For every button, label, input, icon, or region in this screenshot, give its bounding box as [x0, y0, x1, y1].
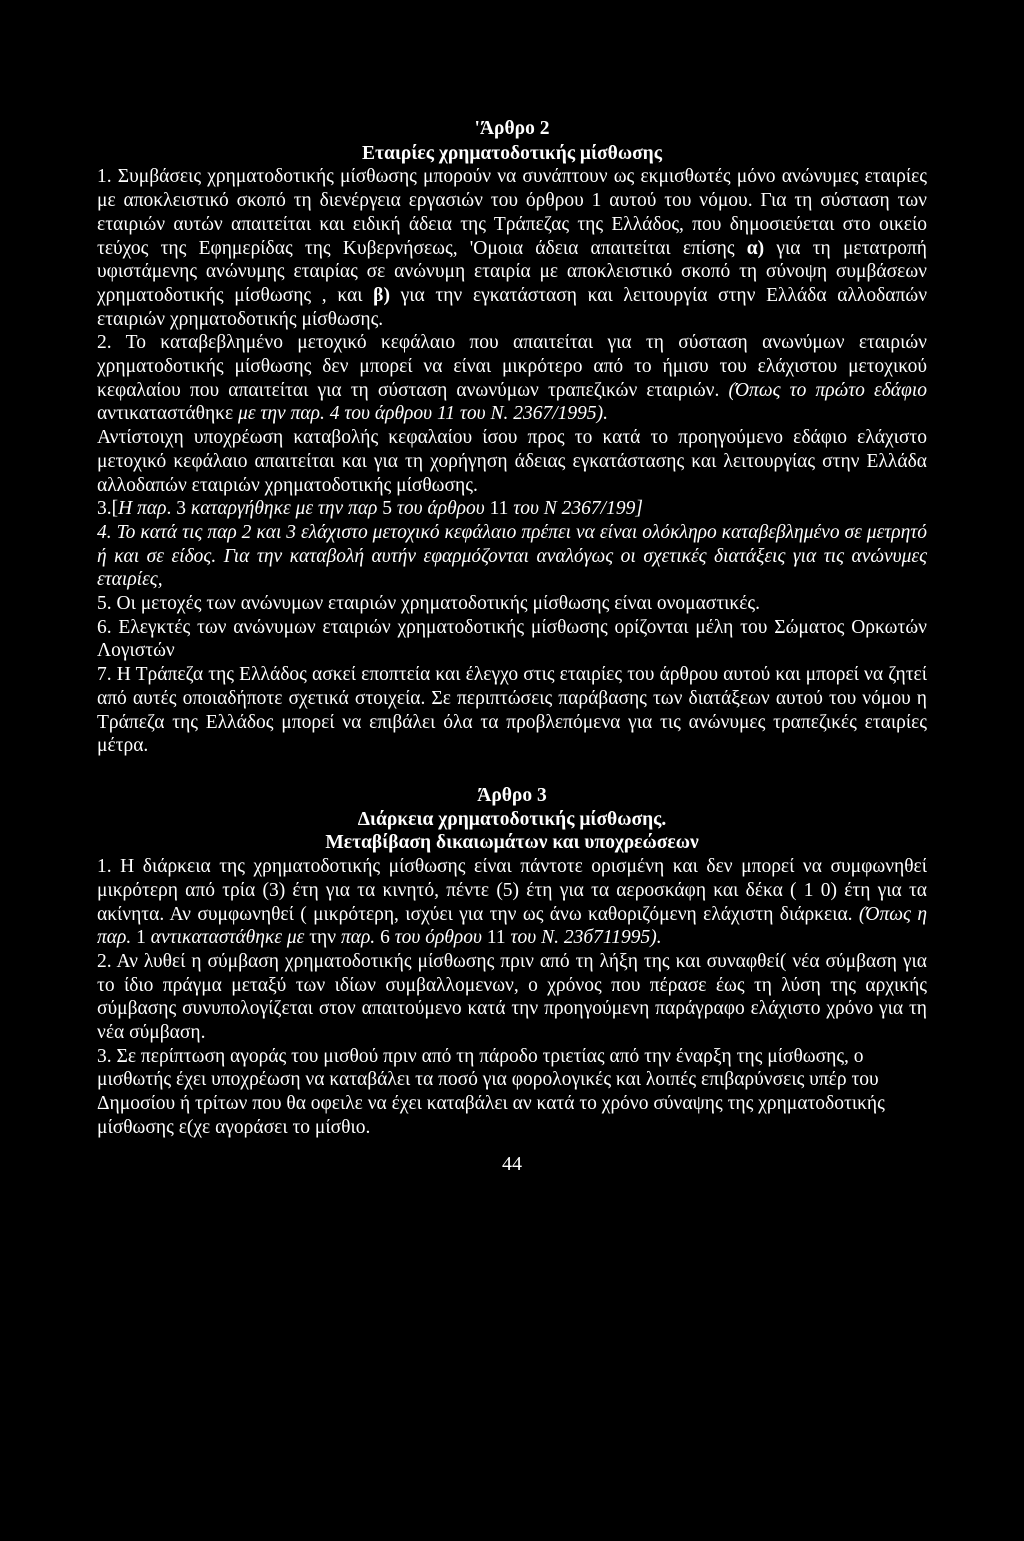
amendment-note: με την παρ. 4 του άρθρου 11 του Ν. 2367/1995). [238, 403, 609, 425]
text-run: 11 [484, 498, 514, 520]
article-3-paragraph-3: 3. Σε περίπτωση αγοράς του μισθού πριν από τη πάροδο τριετίας από την έναρξη της μίσθωσης, ο μισθωτής έχει υποχρέωση να καταβάλει τα ποσό για φορολογικές και λοιπές επιβαρύνσεις υπέρ του Δημοσίου ή τρίτων που θα οφειλε να έχει καταβάλει αν κατά το χρόνο σύναψης της χρηματοδοτικής μίσθωσης ε(χε αγοράσει το μίσθιο. [97, 1045, 885, 1138]
article-2-paragraph-4 [97, 521, 927, 592]
amendment-note: (Όπως το πρώτο εδάφιο [728, 379, 927, 401]
text-run: 5 [377, 498, 397, 520]
article-2-title: Εταιρίες χρηματοδοτικής μίσθωσης [362, 142, 662, 164]
text-run: 2. Το καταβεβλημένο μετοχικό κεφάλαιο που απαιτείται για τη σύσταση ανωνύμων εταιριών χρηματοδοτικής μίσθωσης δεν μπορεί να είναι μικρότερο από το ήμισυ του ελάχιστου μετοχικού κεφαλαίου που απαιτείται για τη σύσταση ανωνύμων τραπεζικών εταιριών. [97, 332, 927, 401]
amendment-note: παρ. [340, 927, 376, 949]
article-2-heading: 'Άρθρο 2 [474, 118, 550, 139]
article-3-title-line-2: Μεταβίβαση δικαιωμάτων και υποχρεώσεων [325, 832, 699, 854]
amendment-note: του Ν. 23б711995). [510, 927, 662, 949]
article-2-paragraph-2-continued: Αντίστοιχη υποχρέωση καταβολής κεφαλαίου ίσου προς το κατά το προηγούμενο εδάφιο ελάχιστο μετοχικό κεφάλαιο απαιτείται και για τη χορήγηση άδειας εγκατάστασης και λειτουργίας στην Ελλάδα αλλοδαπών εταιριών χρηματοδοτικής μίσθωσης. [97, 427, 927, 496]
text-run: για την εγκατάσταση και λειτουργία στην Ελλάδα αλλοδαπών εταιριών χρηματοδοτικής μίσθωσης. [97, 284, 928, 330]
paragraph-4-text: 4. Το κατά τις παρ 2 και 3 ελάχιστο μετοχικό κεφάλαιο πρέπει να είναι ολόκληρο καταβεβλημένο σε μετρητό ή και σε είδος. Για την καταβολή αυτήν εφαρμόζονται αναλόγως οι σχετικές διατάξεις για τις ανώνυμες εταιρίες, [97, 521, 927, 591]
amendment-note: Η παρ [118, 498, 167, 520]
text-run-bold: β) [373, 284, 390, 306]
text-run: . 3 [166, 498, 191, 520]
text-run-bold: α) [746, 237, 765, 259]
text-run: 1 [131, 927, 151, 949]
article-3-heading: Άρθρο 3 [477, 784, 547, 806]
section-spacer [97, 758, 927, 784]
amendment-note: καταργήθηκε με την παρ [190, 498, 378, 520]
article-2-paragraph-5: 5. Οι μετοχές των ανώνυμων εταιριών χρηματοδοτικής μίσθωσης είναι ονομαστικές. [97, 593, 761, 615]
article-2-paragraph-6: 6. Ελεγκτές των ανώνυμων εταιριών χρηματοδοτικής μίσθωσης ορίζονται μέλη του Σώματος Ορκωτών Λογιστών [97, 616, 927, 662]
text-run: την [304, 927, 341, 949]
amendment-note: (Όπως η παρ. [97, 903, 927, 949]
amendment-note: του όρθρου [394, 927, 482, 949]
document-body [97, 117, 927, 1140]
article-2-paragraph-1 [97, 165, 927, 331]
text-run: 6 [375, 927, 395, 949]
text-run: αντικαταστάθηκε [97, 403, 239, 425]
amendment-note: του άρθρου [396, 498, 485, 520]
amendment-note: του Ν 2367/199] [513, 498, 643, 520]
article-3-paragraph-2: 2. Αν λυθεί η σύμβαση χρηματοδοτικής μίσθωσης πριν από τη λήξη της και συναφθεί( νέα σύμβαση για το ίδιο πράγμα μεταξύ των ιδίων συμβαλλομενων, ο χρόνος που πέρασε έως τη λύση της αρχικής σύμβασης συνυπολογίζεται στον απαιτούμενο κατά την προηγούμενη παράγραφο ελάχιστο χρόνο για τη νέα σύμβαση. [97, 950, 927, 1044]
text-run: 1. Συμβάσεις χρηματοδοτικής μίσθωσης μπορούν να συνάπτουν ως εκμισθωτές μόνο ανώνυμες εταιρίες με αποκλειστικό σκοπό τη διενέργεια εργασιών του όρθρου 1 αυτού του νόμου. Για τη σύσταση των εταιριών αυτών απαιτείται και ειδική άδεια της Τράπεζας της Ελλάδος, που δημοσιεύεται στο οικείο τεύχος της Εφημερίδας της Κυβερνήσεως, 'Ομοια άδεια απαιτείται επίσης [97, 166, 927, 259]
article-3-title-line-1: Διάρκεια χρηματοδοτικής μίσθωσης. [357, 808, 667, 830]
article-2-paragraph-3 [97, 497, 927, 521]
article-3-paragraph-1 [97, 855, 927, 950]
text-run: για τη μετατροπή υφιστάμενης ανώνυμης εταιρίας σε ανώνυμη εταιρία με αποκλειστικό σκοπό τη σύνοψη συμβάσεων χρηματοδοτικής μίσθωσης , και [97, 237, 928, 306]
text-run: 1. Η διάρκεια της χρηματοδοτικής μίσθωσης είναι πάντοτε ορισμένη και δεν μπορεί να συμφωνηθεί μικρότερη από τρία (3) έτη για τα κινητό, πέντε (5) έτη για τα αεροσκάφη και δέκα ( 1 0) έτη για τα ακίνητα. Αν συμφωνηθεί ( μικρότερη, ισχύει για την ως άνω καθοριζόμενη ελάχιστη διάρκεια. [97, 856, 927, 925]
text-run: 11 [482, 927, 511, 949]
article-2-paragraph-7: 7. Η Τράπεζα της Ελλάδος ασκεί εποπτεία και έλεγχο στις εταιρίες του άρθρου αυτού και μπορεί να ζητεί από αυτές οποιαδήποτε σχετικά στοιχεία. Σε περιπτώσεις παράβασης των διατάξεων αυτού του νόμου η Τράπεζα της Ελλάδος μπορεί να επιβάλει όλα τα προβλεπόμενα για τις ανώνυμες τραπεζικές εταιρίες μέτρα. [97, 664, 927, 757]
page-number: 44 [502, 1153, 522, 1175]
text-run: 3.[ [97, 498, 119, 520]
article-2-paragraph-2 [97, 331, 927, 426]
amendment-note: αντικαταστάθηκε με [150, 927, 305, 949]
